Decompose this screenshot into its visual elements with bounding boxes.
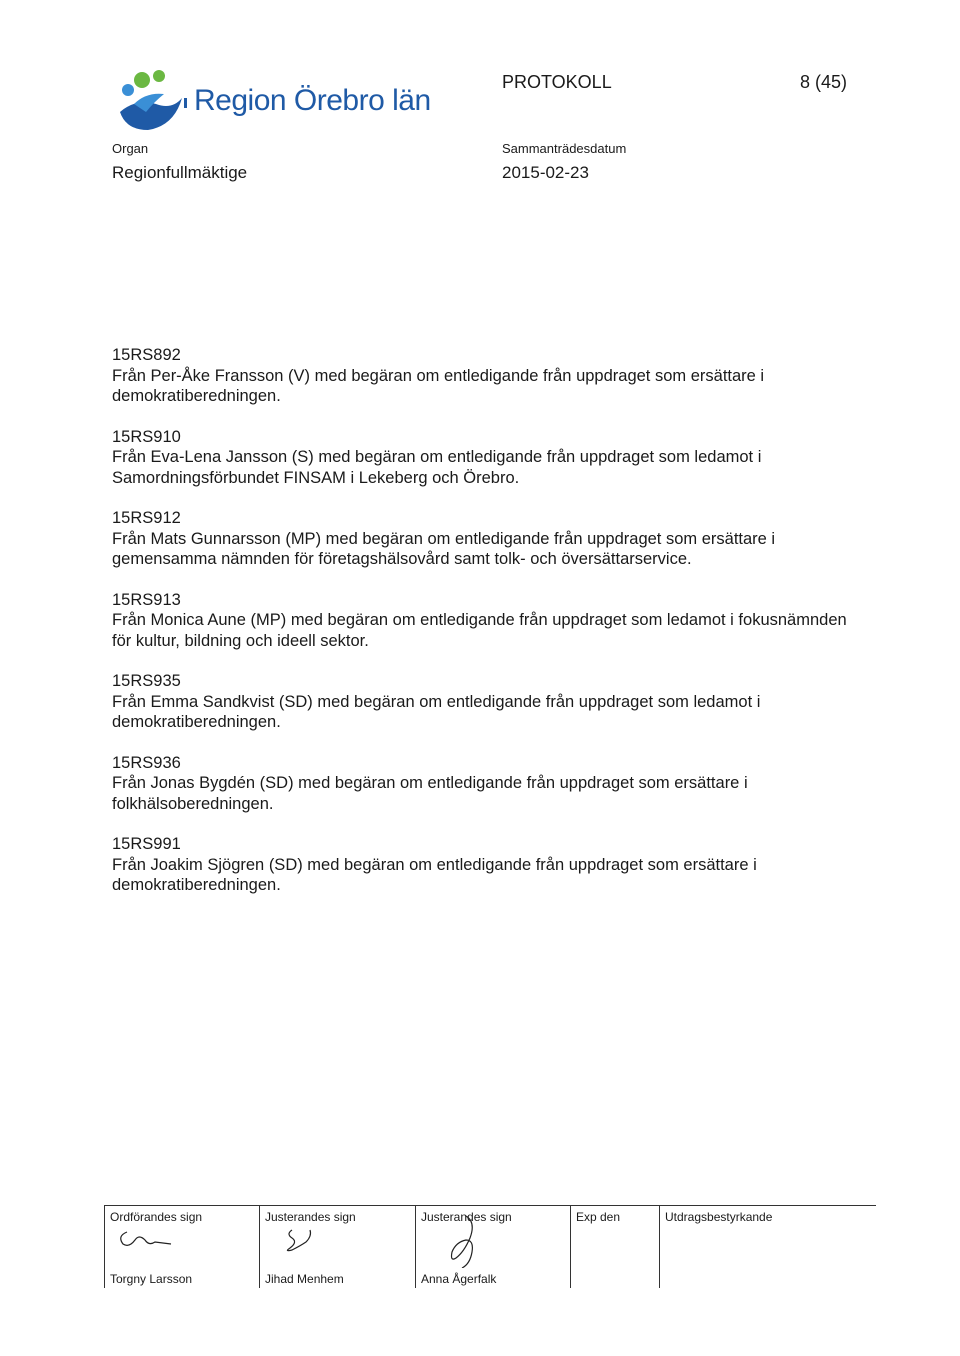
signature-name: Anna Ågerfalk — [421, 1272, 497, 1286]
item-code: 15RS936 — [112, 753, 181, 772]
date-label: Sammanträdesdatum — [502, 141, 627, 156]
item-code: 15RS935 — [112, 672, 181, 690]
handwritten-signature — [115, 1222, 175, 1252]
list-item — [112, 753, 852, 815]
list-item — [112, 834, 852, 896]
signature-table — [104, 1205, 876, 1288]
handwritten-signature — [426, 1212, 496, 1268]
item-code: 15RS913 — [112, 590, 181, 609]
item-text: Från Joakim Sjögren (SD) med begäran om entledigande från uppdraget som ersättare i demokratiberedningen. — [112, 855, 757, 894]
item-text: Från Eva-Lena Jansson (S) med begäran om entledigande från uppdraget som ledamot i Samordningsförbundet FINSAM i Lekeberg och Örebro. — [112, 448, 762, 487]
date-value: 2015-02-23 — [502, 163, 589, 182]
organ-value: Regionfullmäktige — [112, 163, 248, 182]
signature-cell-adjuster-2 — [416, 1206, 571, 1289]
item-code: 15RS912 — [112, 509, 181, 527]
list-item — [112, 590, 852, 652]
item-text: Från Monica Aune (MP) med begäran om entledigande från uppdraget som ledamot i fokusnämnden för kultur, bildning och ideell sektor. — [112, 611, 847, 650]
item-text: Från Jonas Bygdén (SD) med begäran om entledigande från uppdraget som ersättare i folkhälsoberedningen. — [112, 774, 748, 813]
region-logo — [112, 68, 192, 140]
item-code: 15RS991 — [112, 835, 181, 853]
item-text: Från Per-Åke Fransson (V) med begäran om entledigande från uppdraget som ersättare i demokratiberedningen. — [112, 366, 765, 405]
item-code: 15RS892 — [112, 346, 181, 364]
page-number: 8 (45) — [800, 72, 848, 92]
signature-name: Jihad Menhem — [265, 1272, 344, 1286]
signature-cell-certification — [660, 1206, 877, 1289]
item-list — [112, 345, 852, 916]
org-name: Region Örebro län — [194, 84, 431, 117]
signature-cell-exp — [571, 1206, 660, 1289]
list-item — [112, 508, 852, 570]
handwritten-signature — [270, 1222, 330, 1256]
organ-label: Organ — [112, 141, 149, 156]
signature-name: Torgny Larsson — [110, 1272, 193, 1286]
signature-label: Ordförandes sign — [110, 1210, 203, 1224]
list-item — [112, 671, 852, 733]
item-text: Från Emma Sandkvist (SD) med begäran om entledigande från uppdraget som ledamot i demokratiberedningen. — [112, 692, 761, 731]
signature-label: Justerandes sign — [265, 1210, 356, 1224]
doc-type: PROTOKOLL — [502, 72, 612, 92]
item-text: Från Mats Gunnarsson (MP) med begäran om entledigande från uppdraget som ersättare i gemensamma nämnden för företagshälsovård samt tolk- och översättarservice. — [112, 529, 776, 568]
signature-label: Utdragsbestyrkande — [665, 1210, 773, 1224]
list-item — [112, 427, 852, 489]
item-code: 15RS910 — [112, 427, 181, 446]
signature-label: Exp den — [576, 1210, 621, 1224]
signature-cell-chair — [105, 1206, 260, 1289]
list-item — [112, 345, 852, 407]
signature-cell-adjuster-1 — [260, 1206, 416, 1289]
signature-label: Justerandes sign — [421, 1210, 512, 1224]
